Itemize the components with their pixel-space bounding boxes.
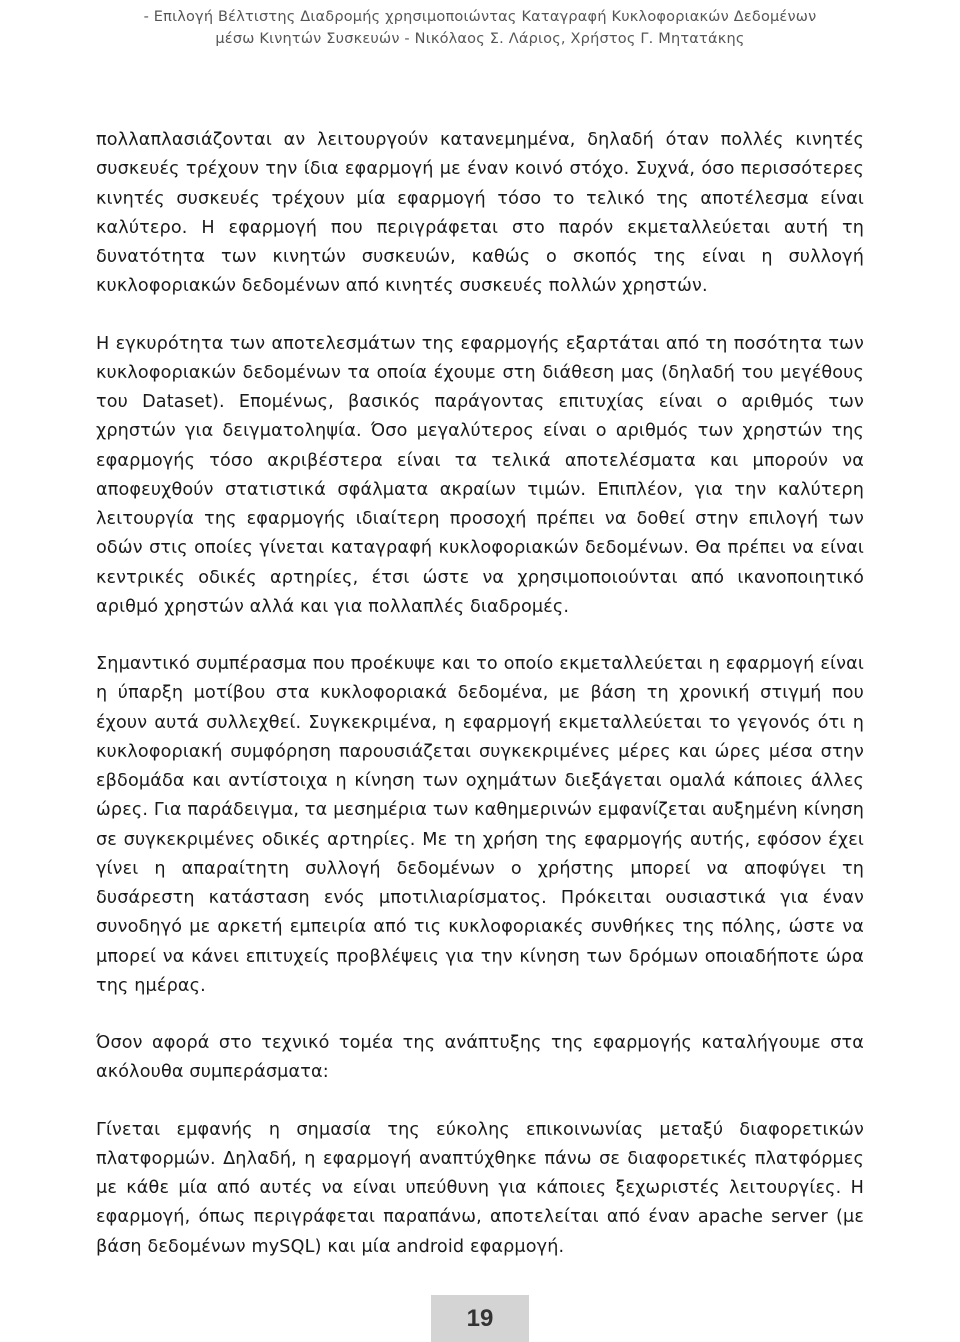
paragraph-2: Η εγκυρότητα των αποτελεσμάτων της εφαρμογής εξαρτάται από τη ποσότητα των κυκλοφοριακών δεδομένων τα οποία έχουμε στη διάθεση μας (δηλαδή του μεγέθους του Dataset). Επομένως, βασικός παράγοντας επιτυχίας είναι ο αριθμός των χρηστών για δειγματοληψία. Όσο μεγαλύτερος είναι ο αριθμός των χρηστών της εφαρμογής τόσο ακριβέστερα είναι τα τελικά αποτελέσματα και μπορούν να αποφευχθούν στατιστικά σφάλματα ακραίων τιμών. Επιπλέον, για την καλύτερη λειτουργία της εφαρμογής ιδιαίτερη προσοχή πρέπει να δοθεί στην επιλογή των οδών στις οποίες γίνεται καταγραφή κυκλοφοριακών δεδομένων. Θα πρέπει να είναι κεντρικές οδικές αρτηρίες, έτσι ώστε να χρησιμοποιούνται από ικανοποιητικό αριθμό χρηστών αλλά και για πολλαπλές διαδρομές.	[96, 333, 864, 617]
running-header-line-2: μέσω Κινητών Συσκευών - Νικόλαος Σ. Λάριος, Χρήστος Γ. Μητατάκης	[215, 31, 745, 47]
running-header	[0, 6, 960, 50]
paragraph-3: Σημαντικό συμπέρασμα που προέκυψε και το οποίο εκμεταλλεύεται η εφαρμογή είναι η ύπαρξη μοτίβου στα κυκλοφοριακά δεδομένα, με βάση τη χρονική στιγμή που έχουν αυτά συλλεχθεί. Συγκεκριμένα, η εφαρμογή εκμεταλλεύεται το γεγονός ότι η κυκλοφοριακή συμφόρηση παρουσιάζεται συγκεκριμένες μέρες και ώρες μέσα στην εβδομάδα και αντίστοιχα η κίνηση των οχημάτων διεξάγεται ομαλά κάποιες άλλες ώρες. Για παράδειγμα, τα μεσημέρια των καθημερινών εμφανίζεται αυξημένη κίνηση σε συγκεκριμένες οδικές αρτηρίες. Με τη χρήση της εφαρμογής αυτής, εφόσον έχει γίνει η απαραίτητη συλλογή δεδομένων ο χρήστης μπορεί να αποφύγει τη δυσάρεστη κατάσταση ενός μποτιλιαρίσματος. Πρόκειται ουσιαστικά για έναν συνοδηγό με αρκετή εμπειρία από τις κυκλοφοριακές συνθήκες της πόλης, ώστε να μπορεί να κάνει επιτυχείς προβλέψεις για την κίνηση των δρόμων οποιαδήποτε ώρα της ημέρας.	[96, 654, 864, 996]
paragraph-1: πολλαπλασιάζονται αν λειτουργούν κατανεμημένα, δηλαδή όταν πολλές κινητές συσκευές τρέχουν την ίδια εφαρμογή με έναν κοινό στόχο. Συχνά, όσο περισσότερες κινητές συσκευές τρέχουν μία εφαρμογή τόσο το τελικό της αποτέλεσμα είναι καλύτερο. Η εφαρμογή που περιγράφεται στο παρόν εκμεταλλεύεται αυτή τη δυνατότητα των κινητών συσκευών, καθώς ο σκοπός της είναι η συλλογή κυκλοφοριακών δεδομένων από κινητές συσκευές πολλών χρηστών.	[96, 130, 864, 297]
paragraph-4: Όσον αφορά στο τεχνικό τομέα της ανάπτυξης της εφαρμογής καταλήγουμε στα ακόλουθα συμπεράσματα:	[96, 1033, 864, 1083]
body-text	[96, 126, 864, 1262]
paragraph-5: Γίνεται εμφανής η σημασία της εύκολης επικοινωνίας μεταξύ διαφορετικών πλατφορμών. Δηλαδή, η εφαρμογή αναπτύχθηκε πάνω σε διαφορετικές πλατφόρμες με κάθε μία από αυτές να είναι υπεύθυνη για κάποιες ξεχωριστές λειτουργίες. Η εφαρμογή, όπως περιγράφεται παραπάνω, αποτελείται από έναν apache server (με βάση δεδομένων mySQL) και μία android εφαρμογή.	[96, 1119, 864, 1257]
running-header-line-1: - Επιλογή Βέλτιστης Διαδρομής χρησιμοποιώντας Καταγραφή Κυκλοφοριακών Δεδομένων	[143, 9, 817, 25]
page-number: 19	[431, 1295, 529, 1342]
